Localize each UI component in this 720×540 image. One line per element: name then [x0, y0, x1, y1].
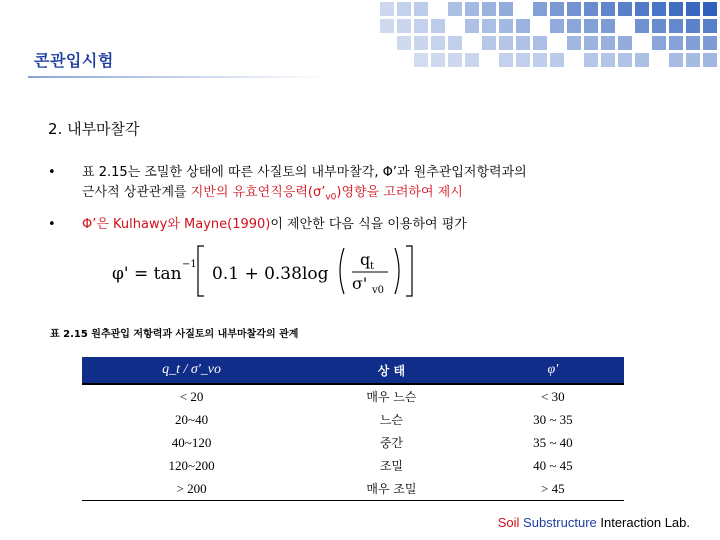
cell-ratio: 40~120: [171, 434, 212, 450]
cell-angle: 40 ~ 45: [533, 457, 573, 473]
decorative-tile-pattern: [340, 0, 720, 72]
decorative-tile: [465, 2, 479, 16]
cell-angle: 30 ~ 35: [533, 411, 573, 427]
formula-left-bracket: [198, 246, 204, 296]
decorative-tile: [618, 2, 632, 16]
decorative-tile: [618, 53, 632, 67]
decorative-tile: [584, 36, 598, 50]
bullet-1-highlight-text: 지반의 유효연직응력(σ’: [190, 185, 326, 200]
decorative-tile: [482, 19, 496, 33]
decorative-tile: [567, 36, 581, 50]
decorative-tile: [516, 36, 530, 50]
decorative-tile: [686, 53, 700, 67]
decorative-tile: [584, 19, 598, 33]
decorative-tile: [703, 19, 717, 33]
decorative-tile: [567, 2, 581, 16]
decorative-tile: [533, 2, 547, 16]
formula-left-paren: [340, 248, 344, 294]
friction-angle-formula: [112, 240, 422, 300]
decorative-tile: [686, 2, 700, 16]
formula-numerator-sub: t: [370, 261, 375, 272]
decorative-tile: [397, 19, 411, 33]
cell-state: 느슨: [379, 413, 403, 427]
formula-right-bracket: [406, 246, 412, 296]
decorative-tile: [669, 53, 683, 67]
decorative-tile: [482, 36, 496, 50]
decorative-tile: [499, 19, 513, 33]
bullet-1-highlight-end: )영향을 고려하여 제시: [336, 185, 463, 200]
decorative-tile: [618, 36, 632, 50]
table-row: [82, 384, 624, 408]
decorative-tile: [686, 36, 700, 50]
cell-ratio: > 200: [82, 477, 301, 501]
bullet-marker: •: [48, 217, 56, 232]
bullet-1-highlight: [190, 185, 463, 203]
formula-right-paren: [395, 248, 399, 294]
decorative-tile: [465, 53, 479, 67]
bullet-2-highlight: Φ’은 Kulhawy와 Mayne(1990): [82, 217, 271, 232]
table-header-row: [82, 357, 624, 384]
table-row: [82, 431, 624, 454]
decorative-tile: [601, 36, 615, 50]
decorative-tile: [601, 19, 615, 33]
formula-constant: 0.1 + 0.38log: [212, 264, 329, 284]
decorative-tile: [499, 36, 513, 50]
decorative-tile: [584, 2, 598, 16]
table-row: [82, 454, 624, 477]
decorative-tile: [380, 2, 394, 16]
formula-numerator: q: [360, 250, 371, 269]
decorative-tile: [601, 53, 615, 67]
bullet-1-line-2: [82, 183, 682, 208]
decorative-tile: [669, 2, 683, 16]
bullet-1-line-1: 표 2.15는 조밀한 상태에 따른 사질토의 내부마찰각, Φ’과 원추관입저항력과의: [82, 165, 527, 180]
cell-state: 중간: [379, 436, 403, 450]
decorative-tile: [448, 2, 462, 16]
cell-ratio: 120~200: [168, 457, 215, 473]
decorative-tile: [431, 53, 445, 67]
decorative-tile: [516, 53, 530, 67]
cell-angle: 35 ~ 40: [533, 434, 573, 450]
header-stress-ratio: q_t / σ'_vo: [82, 357, 301, 384]
decorative-tile: [414, 53, 428, 67]
bullet-1-line-2-text: 근사적 상관관계를: [82, 185, 191, 200]
decorative-tile: [499, 2, 513, 16]
cell-ratio: < 20: [179, 388, 204, 404]
cell-angle: < 30: [541, 388, 565, 404]
decorative-tile: [414, 36, 428, 50]
decorative-tile: [397, 36, 411, 50]
table-row: [82, 477, 624, 501]
footer-interaction-lab: Interaction Lab.: [600, 515, 690, 530]
decorative-tile: [465, 19, 479, 33]
decorative-tile: [397, 2, 411, 16]
decorative-tile: [482, 2, 496, 16]
decorative-tile: [584, 53, 598, 67]
section-heading: 2. 내부마찰각: [48, 120, 140, 138]
decorative-tile: [499, 53, 513, 67]
bullet-1-subscript: v0: [325, 192, 337, 203]
decorative-tile: [414, 19, 428, 33]
decorative-tile: [635, 2, 649, 16]
cell-state: 매우 조밀: [301, 477, 482, 501]
decorative-tile: [635, 19, 649, 33]
friction-angle-table: [82, 357, 624, 501]
decorative-tile: [380, 19, 394, 33]
decorative-tile: [703, 53, 717, 67]
header-state: 상 태: [301, 357, 482, 384]
decorative-tile: [669, 19, 683, 33]
formula-lhs: φ' = tan: [112, 264, 182, 284]
decorative-tile: [431, 36, 445, 50]
decorative-tile: [533, 53, 547, 67]
decorative-tile: [601, 2, 615, 16]
formula-exponent: −1: [182, 259, 197, 270]
decorative-tile: [652, 2, 666, 16]
lab-footer: [498, 515, 690, 530]
decorative-tile: [652, 36, 666, 50]
footer-soil: Soil: [497, 515, 520, 530]
cell-state: 조밀: [379, 459, 403, 473]
footer-substructure: Substructure: [523, 515, 597, 530]
decorative-tile: [414, 2, 428, 16]
decorative-tile: [703, 36, 717, 50]
decorative-tile: [448, 53, 462, 67]
decorative-tile: [550, 19, 564, 33]
cell-ratio: 20~40: [175, 411, 209, 427]
decorative-tile: [703, 2, 717, 16]
cell-angle: > 45: [482, 477, 624, 501]
decorative-tile: [652, 19, 666, 33]
decorative-tile: [567, 19, 581, 33]
bullet-marker: •: [48, 165, 56, 180]
decorative-tile: [448, 36, 462, 50]
decorative-tile: [635, 53, 649, 67]
decorative-tile: [431, 19, 445, 33]
bullet-2-text: 이 제안한 다음 식을 이용하여 평가: [270, 217, 467, 232]
decorative-tile: [686, 19, 700, 33]
cell-state: 매우 느슨: [366, 390, 417, 404]
formula-denominator: σ': [352, 274, 368, 293]
formula-denominator-sub: v0: [372, 285, 385, 296]
slide-title: 콘관입시험: [34, 51, 114, 70]
decorative-tile: [669, 36, 683, 50]
table-caption: 표 2.15 원추관입 저항력과 사질토의 내부마찰각의 관계: [50, 329, 299, 340]
decorative-tile: [550, 2, 564, 16]
table-row: [82, 408, 624, 431]
title-divider: [28, 76, 328, 78]
decorative-tile: [533, 36, 547, 50]
header-friction-angle: φ': [482, 357, 624, 384]
decorative-tile: [516, 19, 530, 33]
decorative-tile: [550, 53, 564, 67]
